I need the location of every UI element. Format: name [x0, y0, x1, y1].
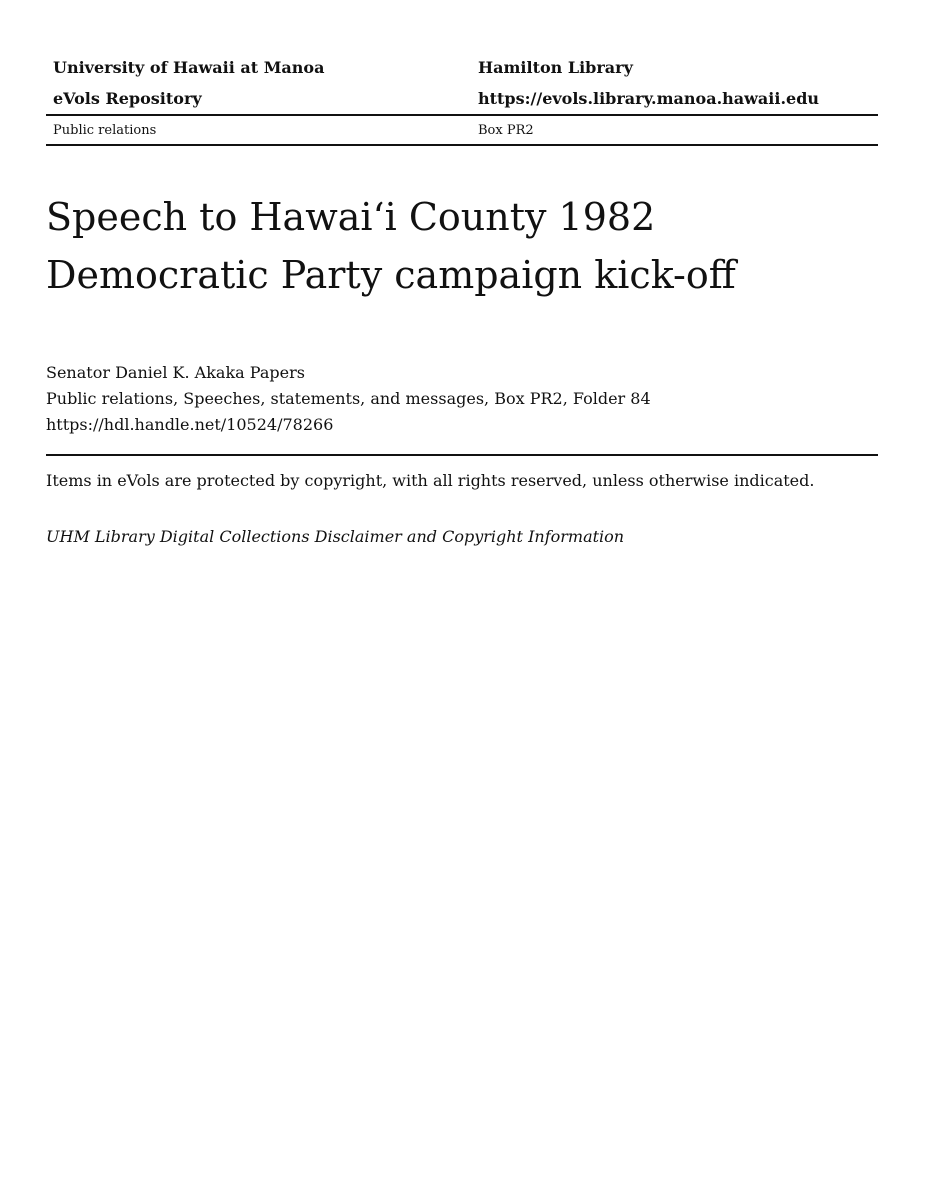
disclaimer-link[interactable]: UHM Library Digital Collections Disclaimer and Copyright Information [46, 527, 625, 546]
repository-url[interactable]: https://evols.library.manoa.hawaii.edu [478, 89, 820, 108]
header-row-1 [46, 52, 878, 83]
repository-name: eVols Repository [53, 89, 202, 108]
library-name: Hamilton Library [478, 58, 633, 77]
document-title [46, 188, 886, 304]
header-row-2 [46, 83, 878, 114]
document-metadata [46, 360, 651, 438]
header-row-3 [46, 116, 878, 144]
copyright-notice: Items in eVols are protected by copyright, with all rights reserved, unless otherwise indicated. [46, 471, 815, 490]
title-line-2: Democratic Party campaign kick-off [46, 253, 736, 297]
papers-name: Senator Daniel K. Akaka Papers [46, 363, 305, 382]
box-label: Box PR2 [478, 122, 534, 138]
institution-name: University of Hawaii at Manoa [53, 58, 325, 77]
title-line-1: Speech to Hawai‘i County 1982 [46, 195, 656, 239]
section-divider [46, 454, 878, 456]
header-rule-bottom [46, 144, 878, 146]
handle-link[interactable]: https://hdl.handle.net/10524/78266 [46, 415, 334, 434]
series-info: Public relations, Speeches, statements, and messages, Box PR2, Folder 84 [46, 389, 651, 408]
repository-header [46, 52, 878, 146]
collection-area: Public relations [53, 122, 157, 138]
